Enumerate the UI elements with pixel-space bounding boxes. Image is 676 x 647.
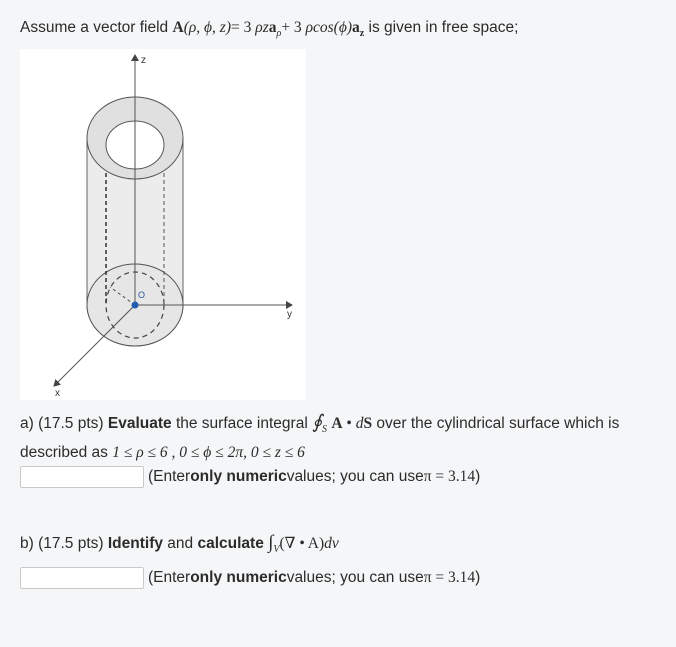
question-b-and: and [163, 535, 198, 552]
answer-b-hint-open: (Enter [148, 569, 191, 586]
answer-a-row [20, 466, 480, 488]
answer-a-hint-close: ) [475, 468, 481, 485]
intro-suffix: is given in free space; [364, 19, 519, 36]
integrand-a: A [331, 415, 343, 432]
answer-a-hint-mid: values; you can use [286, 468, 424, 485]
ds-s: S [363, 415, 373, 432]
unit-vector-z: a [352, 19, 360, 36]
cylinder-diagram [20, 49, 306, 400]
term-1: ρz [255, 19, 269, 36]
volume-element: dv [324, 535, 339, 552]
intro-text: Assume a vector field [20, 19, 173, 36]
dot-operator: • [342, 415, 356, 432]
origin-label: O [138, 290, 146, 300]
unit-vector-z-sub: z [359, 28, 365, 39]
origin-point [132, 302, 139, 309]
answer-a-hint-bold: only numeric [190, 468, 287, 485]
question-a-verb: Evaluate [107, 415, 172, 432]
question-b-verb-1: Identify [107, 535, 163, 552]
ds-d: d [355, 415, 364, 432]
term-2: ρcos [305, 19, 334, 36]
plus-sign: + 3 [281, 19, 306, 36]
closed-integral-sub: S [322, 424, 327, 435]
axis-z-label: z [141, 55, 146, 66]
axis-y-label: y [287, 309, 292, 320]
closed-integral-symbol: ∮ [312, 412, 322, 433]
answer-a-input[interactable] [20, 466, 144, 488]
answer-b-hint-mid: values; you can use [286, 569, 424, 586]
question-a-text-2: over the cylindrical surface which is described as [20, 415, 620, 461]
answer-b-row [20, 567, 480, 589]
question-a-label: a) (17.5 pts) [20, 415, 108, 432]
unit-vector-rho-sub: ρ [276, 28, 282, 39]
question-b-label: b) (17.5 pts) [20, 535, 108, 552]
answer-a-hint-pi: π = 3.14 [423, 468, 476, 485]
question-b-verb-2: calculate [197, 535, 264, 552]
field-name: A [172, 19, 184, 36]
question-a [20, 411, 660, 464]
term-2-arg: (ϕ) [333, 19, 353, 36]
answer-a-hint-open: (Enter [148, 468, 191, 485]
answer-b-hint-pi: π = 3.14 [423, 569, 476, 586]
volume-integral-symbol: ∫ [268, 532, 274, 553]
field-args: (ρ, ϕ, z) [183, 19, 232, 36]
question-a-bounds: 1 ≤ ρ ≤ 6 , 0 ≤ ϕ ≤ 2π, 0 ≤ z ≤ 6 [112, 444, 305, 461]
answer-b-hint-bold: only numeric [190, 569, 287, 586]
answer-b-hint-close: ) [475, 569, 481, 586]
divergence-integrand: (∇ • A) [279, 535, 325, 552]
cylinder-figure [20, 49, 306, 400]
unit-vector-rho: a [268, 19, 277, 36]
volume-integral-sub: V [273, 544, 280, 555]
question-b [20, 532, 339, 555]
answer-b-input[interactable] [20, 567, 144, 589]
equals-sign: = 3 [231, 19, 256, 36]
axis-x-label: x [55, 388, 60, 399]
problem-statement [20, 19, 518, 39]
question-a-text-1: the surface integral [171, 415, 313, 432]
